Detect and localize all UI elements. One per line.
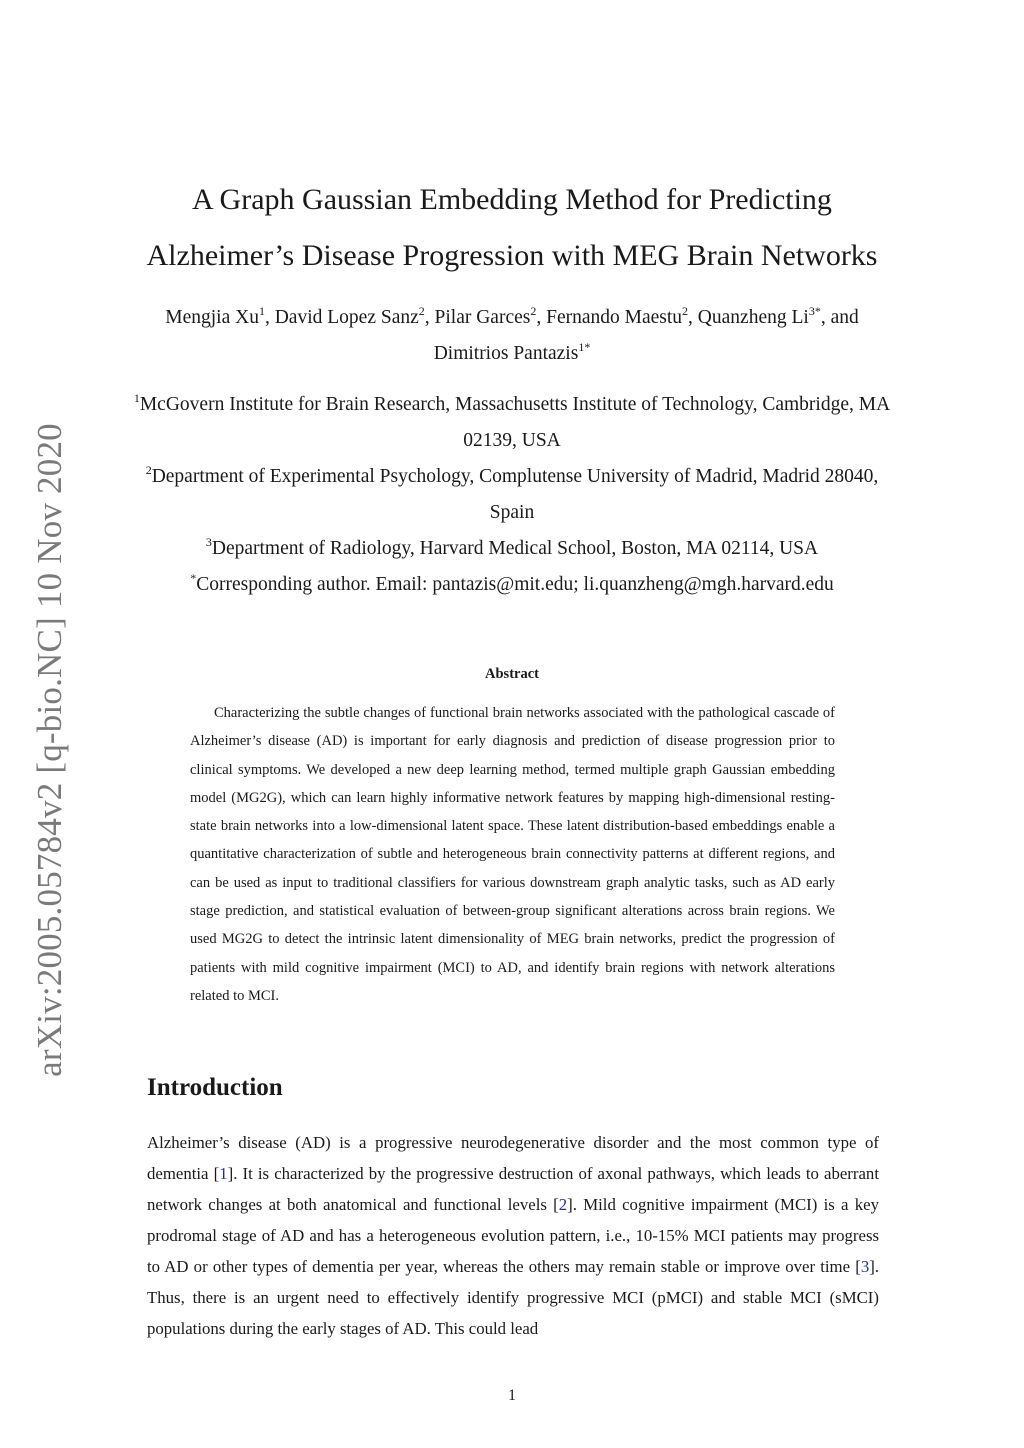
affiliation-mark: 2 [145, 463, 152, 478]
author-separator: , [424, 307, 435, 328]
author-separator: , [536, 307, 547, 328]
affiliation-text: McGovern Institute for Brain Research, Massachusetts Institute of Technology, Cambridge, MA 02139, USA [139, 394, 891, 451]
citation-link[interactable]: 3 [860, 1257, 870, 1276]
title-line-1: A Graph Gaussian Embedding Method for Predicting [192, 183, 832, 216]
affiliation-mark: 3 [205, 535, 212, 550]
intro-text-segment: ]. It is characterized by the progressive destruction of axonal pathways, which leads to aberrant network changes at both anatomical and functional levels [ [147, 1164, 879, 1214]
abstract-heading: Abstract [485, 666, 539, 682]
citation-link[interactable]: 2 [558, 1195, 568, 1214]
author-affiliation-mark: 3* [808, 304, 821, 319]
affiliation-list [130, 387, 894, 603]
intro-text-segment: ]. Mild cognitive impairment (MCI) is a key prodromal stage of AD and has a heterogeneous evolution pattern, i.e., 10-15% MCI patients may progress to AD or other types of dementia per year, whereas the others may remain stable or improve over time [ [147, 1195, 880, 1276]
affiliation-mark: * [190, 571, 197, 586]
intro-text-segment: Alzheimer’s disease (AD) is a progressive neurodegenerative disorder and the most common type of dementia [ [147, 1133, 879, 1183]
affiliation-text: Corresponding author. Email: pantazis@mit.edu; li.quanzheng@mgh.harvard.edu [196, 574, 834, 595]
author-affiliation-mark: 2 [418, 304, 425, 319]
author-separator: , and [820, 307, 859, 328]
intro-text-segment: ]. Thus, there is an urgent need to effectively identify progressive MCI (pMCI) and stable MCI (sMCI) populations during the early stages of AD. This could lead [147, 1257, 879, 1338]
author-name: Fernando Maestu [546, 307, 683, 328]
author-affiliation-mark: 2 [530, 304, 537, 319]
author-list [140, 300, 884, 372]
introduction-paragraph [147, 1127, 879, 1344]
author-name: David Lopez Sanz [274, 307, 419, 328]
affiliation-text: Department of Radiology, Harvard Medical School, Boston, MA 02114, USA [211, 538, 819, 559]
author-name: Pilar Garces [434, 307, 531, 328]
affiliation-item [130, 531, 894, 567]
author-name: Dimitrios Pantazis [433, 343, 579, 364]
citation-link[interactable]: 1 [219, 1164, 228, 1183]
author-name: Mengjia Xu [165, 307, 259, 328]
page-number: 1 [508, 1387, 516, 1404]
author-affiliation-mark: 1 [258, 304, 265, 319]
affiliation-item [130, 459, 894, 531]
arxiv-sidebar-stamp [22, 420, 78, 1080]
title-line-2: Alzheimer’s Disease Progression with MEG Brain Networks [146, 239, 878, 272]
author-separator: , [264, 307, 275, 328]
arxiv-identifier: arXiv:2005.05784v2 [q-bio.NC] 10 Nov 2020 [30, 423, 69, 1077]
paper-title [130, 172, 894, 284]
affiliation-text: Department of Experimental Psychology, Complutense University of Madrid, Madrid 28040, Spain [151, 466, 879, 523]
abstract-text: Characterizing the subtle changes of functional brain networks associated with the pathological cascade of Alzheimer’s disease (AD) is important for early diagnosis and prediction of disease progression prior to clinical symptoms. We developed a new deep learning method, termed multiple graph Gaussian embedding model (MG2G), which can learn highly informative network features by mapping high-dimensional resting-state brain networks into a low-dimensional latent space. These latent distribution-based embeddings enable a quantitative characterization of subtle and heterogeneous brain connectivity patterns at different regions, and can be used as input to traditional classifiers for various downstream graph analytic tasks, such as AD early stage prediction, and statistical evaluation of between-group significant alterations across brain regions. We used MG2G to detect the intrinsic latent dimensionality of MEG brain networks, predict the progression of patients with mild cognitive impairment (MCI) to AD, and identify brain regions with network alterations related to MCI. [190, 705, 835, 1004]
author-separator: , [688, 307, 698, 328]
affiliation-item [130, 567, 894, 603]
author-name: Quanzheng Li [697, 307, 809, 328]
author-affiliation-mark: 1* [578, 340, 591, 355]
affiliation-item [130, 387, 894, 459]
section-heading-introduction: Introduction [147, 1074, 283, 1101]
affiliation-mark: 1 [133, 391, 140, 406]
author-affiliation-mark: 2 [682, 304, 689, 319]
